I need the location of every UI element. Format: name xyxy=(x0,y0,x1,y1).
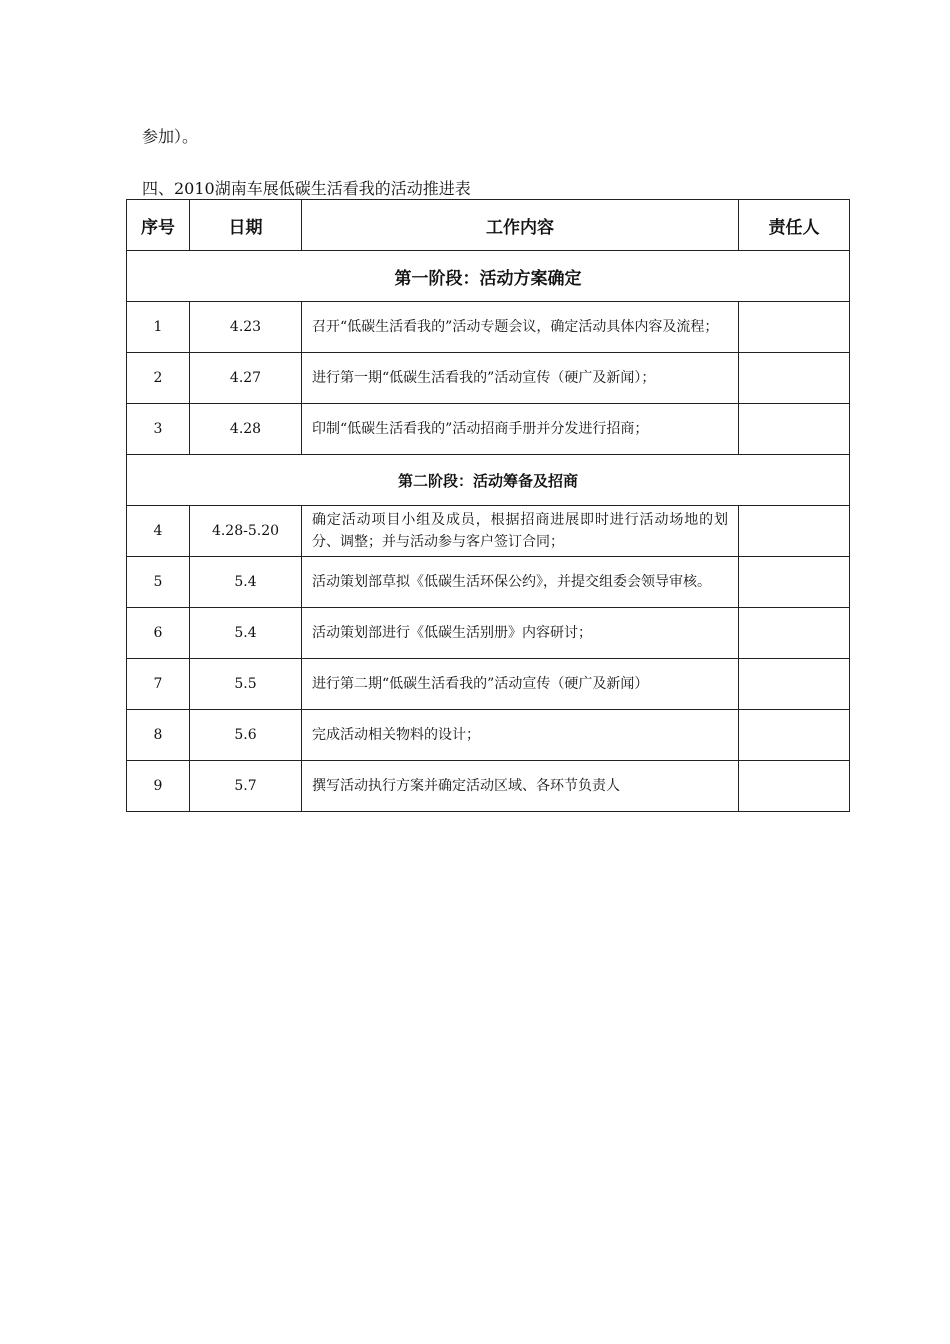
row-owner xyxy=(739,353,850,404)
section-heading: 四、2010湖南车展低碳生活看我的活动推进表 xyxy=(142,179,471,198)
table-header-row xyxy=(127,200,850,251)
row-content: 确定活动项目小组及成员，根据招商进展即时进行活动场地的划分、调整；并与活动参与客户签订合同； xyxy=(302,506,739,557)
header-date: 日期 xyxy=(190,200,302,251)
row-content: 活动策划部进行《低碳生活别册》内容研讨； xyxy=(302,608,739,659)
table-row xyxy=(127,710,850,761)
row-date: 5.6 xyxy=(190,710,302,761)
row-owner xyxy=(739,608,850,659)
row-no: 5 xyxy=(127,557,190,608)
table-row xyxy=(127,608,850,659)
row-no: 2 xyxy=(127,353,190,404)
stage-1-title: 第一阶段：活动方案确定 xyxy=(127,251,850,302)
intro-tail-text: 参加）。 xyxy=(142,127,199,146)
row-content: 进行第二期“低碳生活看我的”活动宣传（硬广及新闻） xyxy=(302,659,739,710)
row-content: 撰写活动执行方案并确定活动区域、各环节负责人 xyxy=(302,761,739,812)
row-no: 6 xyxy=(127,608,190,659)
row-no: 1 xyxy=(127,302,190,353)
row-owner xyxy=(739,710,850,761)
row-no: 7 xyxy=(127,659,190,710)
row-owner xyxy=(739,506,850,557)
header-content: 工作内容 xyxy=(302,200,739,251)
row-date: 5.4 xyxy=(190,557,302,608)
row-date: 4.28 xyxy=(190,404,302,455)
row-date: 5.4 xyxy=(190,608,302,659)
row-no: 3 xyxy=(127,404,190,455)
table-row xyxy=(127,302,850,353)
row-date: 5.7 xyxy=(190,761,302,812)
header-owner: 责任人 xyxy=(739,200,850,251)
row-owner xyxy=(739,557,850,608)
stage-row xyxy=(127,251,850,302)
table-row xyxy=(127,761,850,812)
row-content: 进行第一期“低碳生活看我的”活动宣传（硬广及新闻）； xyxy=(302,353,739,404)
table-row xyxy=(127,659,850,710)
row-content: 活动策划部草拟《低碳生活环保公约》，并提交组委会领导审核。 xyxy=(302,557,739,608)
row-content: 印制“低碳生活看我的”活动招商手册并分发进行招商； xyxy=(302,404,739,455)
header-no: 序号 xyxy=(127,200,190,251)
row-date: 4.23 xyxy=(190,302,302,353)
row-date: 4.27 xyxy=(190,353,302,404)
row-content: 完成活动相关物料的设计； xyxy=(302,710,739,761)
row-content: 召开“低碳生活看我的”活动专题会议，确定活动具体内容及流程； xyxy=(302,302,739,353)
row-owner xyxy=(739,302,850,353)
row-no: 4 xyxy=(127,506,190,557)
row-no: 8 xyxy=(127,710,190,761)
table-row xyxy=(127,506,850,557)
row-owner xyxy=(739,761,850,812)
row-no: 9 xyxy=(127,761,190,812)
stage-2-title: 第二阶段：活动筹备及招商 xyxy=(127,455,850,506)
row-owner xyxy=(739,404,850,455)
table-row xyxy=(127,353,850,404)
row-date: 4.28-5.20 xyxy=(190,506,302,557)
row-owner xyxy=(739,659,850,710)
table-row xyxy=(127,557,850,608)
table-row xyxy=(127,404,850,455)
progress-table xyxy=(126,199,850,812)
row-date: 5.5 xyxy=(190,659,302,710)
stage-row xyxy=(127,455,850,506)
